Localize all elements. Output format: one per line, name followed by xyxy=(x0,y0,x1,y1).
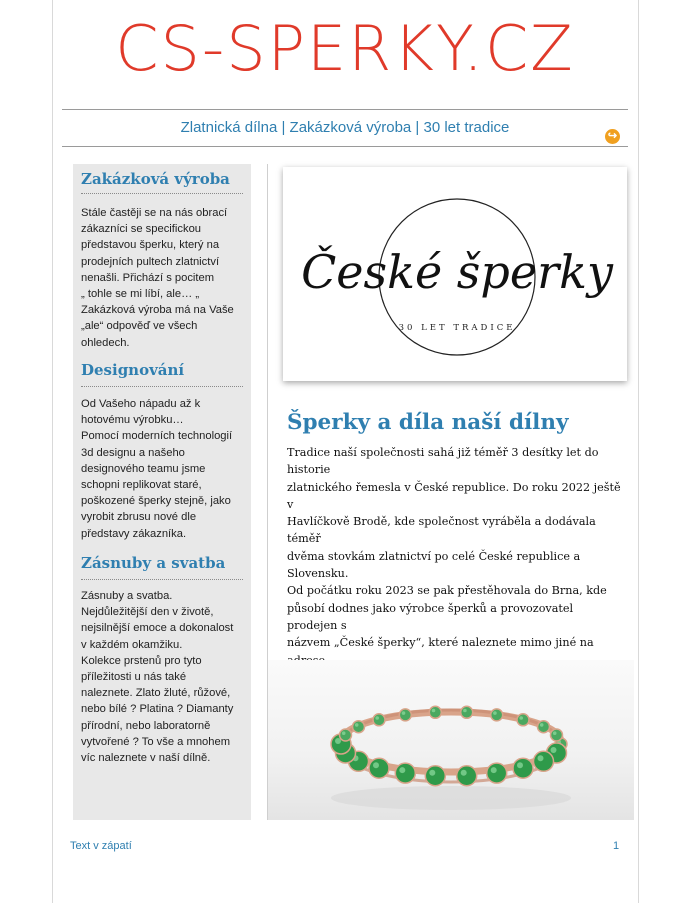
sidebar-text-wedding: Zásnuby a svatba. Nejdůležitější den v životě, nejsilnější emoce a dokonalost v každém okamžiku. Kolekce prstenů pro tyto příležitosti u nás také naleznete. Zlato žluté, růžové, nebo bílé ? Platina ? Diamanty přírodní, nebo laboratorně vytvořené ? To vše a mnohem víc naleznete v naší dílně. xyxy=(81,590,234,765)
ring-gem xyxy=(373,714,385,726)
sidebar-divider xyxy=(81,193,243,194)
ring-gem-highlight xyxy=(463,709,467,713)
footer-text: Text v zápatí xyxy=(70,840,132,852)
ring-gem-highlight xyxy=(519,716,523,720)
logo-subtitle: 30 LET TRADICE xyxy=(398,323,516,333)
share-arrow-icon[interactable]: ↪ xyxy=(605,129,620,144)
ring-gem xyxy=(340,729,352,741)
sidebar-divider xyxy=(81,579,243,580)
ring-gem xyxy=(517,714,529,726)
ring-gem-highlight xyxy=(540,723,544,727)
ring-gem xyxy=(353,721,365,733)
site-title: CS-SPERKY.CZ xyxy=(115,12,575,85)
ring-gem xyxy=(551,729,563,741)
ring-gem xyxy=(487,763,507,783)
sidebar xyxy=(73,164,251,820)
ring-gem xyxy=(513,758,533,778)
ring-gem-highlight xyxy=(429,770,435,776)
sidebar-divider xyxy=(81,386,243,387)
ring-gem xyxy=(425,766,445,786)
ring-gem-highlight xyxy=(402,711,406,715)
ring-gem-highlight xyxy=(461,770,467,776)
main-heading: Šperky a díla naší dílny xyxy=(287,410,569,435)
brand-logo-image xyxy=(283,167,627,381)
ring-gem-highlight xyxy=(373,762,379,768)
ring-gem-highlight xyxy=(355,723,359,727)
ring-illustration xyxy=(268,660,634,820)
ring-gem-highlight xyxy=(399,767,405,773)
header-divider-bottom xyxy=(62,146,628,147)
ring-gem-highlight xyxy=(375,716,379,720)
ring-gem-highlight xyxy=(493,711,497,715)
ring-gem-highlight xyxy=(517,762,523,768)
logo-script-text: České šperky xyxy=(301,245,613,299)
ring-gem xyxy=(395,763,415,783)
page-number: 1 xyxy=(613,840,620,852)
ring-gem-highlight xyxy=(342,731,346,735)
ring-gem-highlight xyxy=(538,755,544,761)
sidebar-text-design: Od Vašeho nápadu až k hotovému výrobku… Pomocí moderních technologií 3d designu a našeho designového teamu jsme schopni replikovat staré, poškozené šperky stejně, jako vyrobit zbrusu nové dle představy zákazníka. xyxy=(81,398,233,540)
main-paragraph-history: Tradice naší společnosti sahá již téměř 3 desítky let do historie zlatnického řemesla v České republice. Do roku 2022 ještě v Havlíčkově Brodě, kde společnost vyráběla a dodávala téměř dvěma stovkám zlatnictví po celé České republice a Slovensku. Od počátku roku 2023 se pak přestěhovala do Brna, kde působí dodnes jako výrobce šperků a provozovatel prodejen s názvem „České šperky“, které naleznete mimo jiné na xyxy=(287,444,623,686)
header-divider-top xyxy=(62,109,628,110)
sidebar-heading-wedding: Zásnuby a svatba xyxy=(81,554,226,572)
ring-gem xyxy=(538,721,550,733)
ring-gem-highlight xyxy=(553,731,557,735)
ring-photo xyxy=(268,660,634,820)
ring-gem xyxy=(534,751,554,771)
ring-gem xyxy=(461,706,473,718)
ring-gem-highlight xyxy=(491,767,497,773)
ring-gem-highlight xyxy=(432,709,436,713)
ring-gem xyxy=(457,766,477,786)
ring-gem xyxy=(399,709,411,721)
ring-gem xyxy=(369,758,389,778)
ring-gem xyxy=(429,706,441,718)
ring-gem-highlight xyxy=(551,747,557,753)
logo-graphic xyxy=(283,167,627,381)
sidebar-heading-custom-production: Zakázková výroba xyxy=(81,170,230,188)
sidebar-text-custom-production: Stále častěji se na nás obrací zákazníci se specifickou představou šperku, který na prodejních pultech zlatnictví nenašli. Přichází s pocitem „ tohle se mi líbí, ale… „ Zakázková výroba má na Vaše „ale“ odpověď ve všech ohledech. xyxy=(81,207,234,349)
tagline: Zlatnická dílna | Zakázková výroba | 30 let tradice xyxy=(180,119,510,136)
sidebar-heading-design: Designování xyxy=(81,361,185,379)
ring-gem xyxy=(491,709,503,721)
